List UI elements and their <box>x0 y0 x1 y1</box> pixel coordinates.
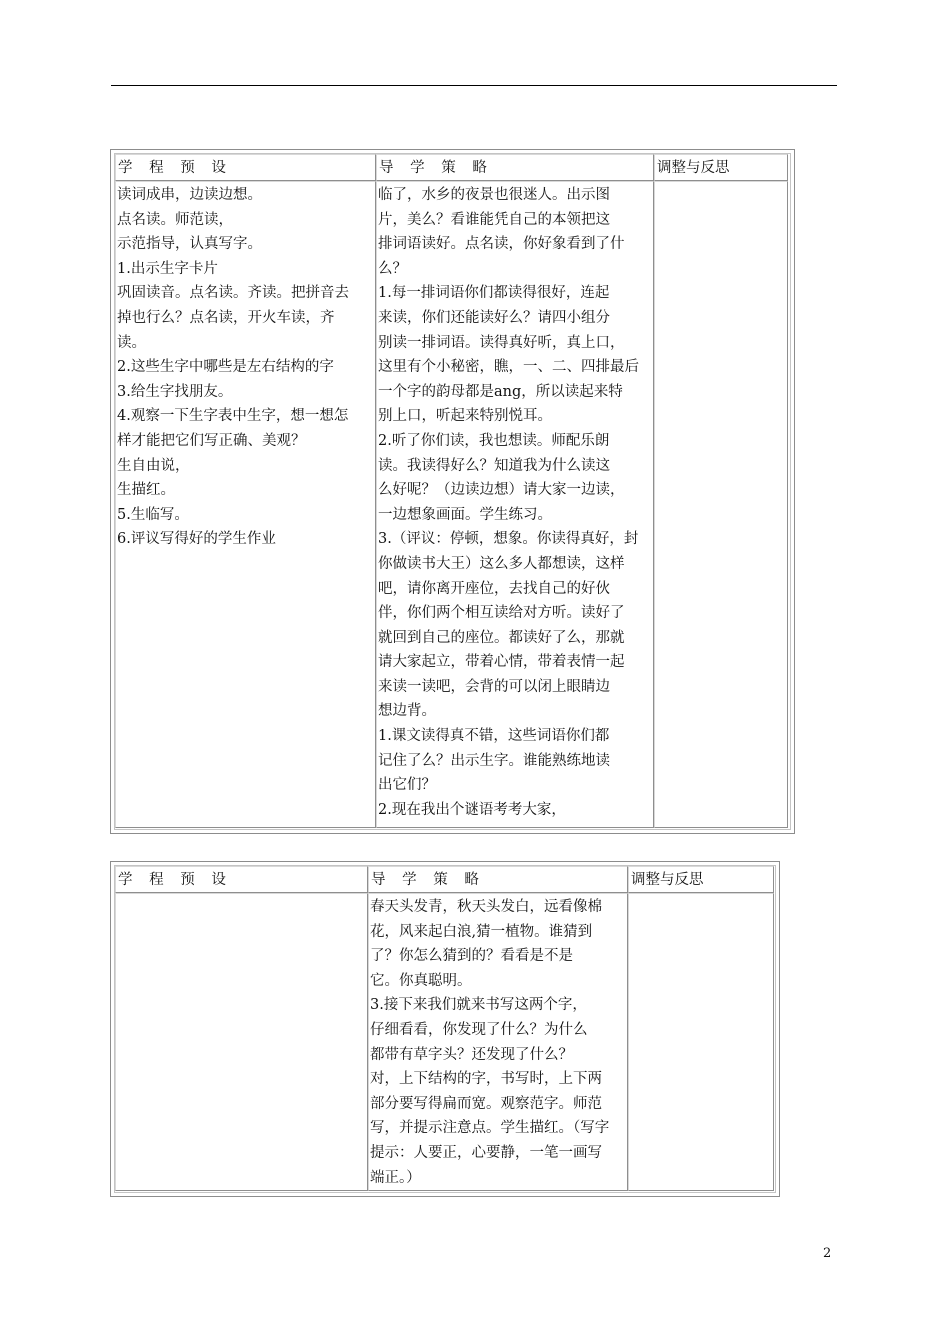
reflection-cell <box>628 893 774 1191</box>
text-line: 1.出示生字卡片 <box>117 260 218 277</box>
text-line: 春天头发青，秋天头发白，远看像棉 <box>370 899 602 915</box>
text-line: 别读一排词语。读得真好听，真上口， <box>378 334 625 351</box>
text-line: 对，上下结构的字，书写时，上下两 <box>370 1071 602 1088</box>
text-line: 示范指导，认真写字。 <box>117 236 262 253</box>
text-line: 6.评议写得好的学生作业 <box>117 531 276 548</box>
text-line: 请大家起立，带着心情，带着表情一起 <box>378 654 625 671</box>
text-line: 5.生临写。 <box>117 506 189 523</box>
header-rule <box>111 85 837 86</box>
text-line: 1.课文读得真不错，这些词语你们都 <box>378 728 610 745</box>
text-line: 巩固读音。点名读。齐读。把拼音去 <box>117 285 349 302</box>
text-line: 仔细看看，你发现了什么？为什么 <box>370 1021 588 1038</box>
header-cell-reflection <box>654 154 788 181</box>
text-line: 记住了么？出示生字。谁能熟练地读 <box>378 752 610 769</box>
text-line: 点名读。师范读， <box>117 211 233 228</box>
text-line: 它。你真聪明。 <box>370 972 472 989</box>
process-cell <box>115 893 368 1191</box>
text-line: 4.观察一下生字表中生字，想一想怎 <box>117 408 349 425</box>
text-line: 临了，水乡的夜景也很迷人。出示图 <box>378 187 610 203</box>
text-line: 部分要写得扁而宽。观察范字。师范 <box>370 1095 602 1112</box>
header-cell-process <box>115 154 376 181</box>
text-line: 样才能把它们写正确、美观？ <box>117 432 306 449</box>
text-line: 这里有个小秘密，瞧，一、二、四排最后 <box>378 359 639 376</box>
text-line: 你做读书大王）这么多人都想读，这样 <box>378 555 625 572</box>
lesson-table-1 <box>110 149 795 834</box>
header-label: 导 学 策 略 <box>371 872 485 888</box>
strategy-text <box>370 895 627 1190</box>
header-label: 学 程 预 设 <box>118 160 232 176</box>
header-label: 调整与反思 <box>631 872 704 888</box>
text-line: 2.这些生字中哪些是左右结构的字 <box>117 359 334 376</box>
reflection-cell <box>654 181 788 828</box>
strategy-cell <box>368 893 628 1191</box>
text-line: 读。我读得好么？知道我为什么读这 <box>378 457 610 474</box>
text-line: 端正。） <box>370 1169 421 1186</box>
text-line: 都带有草字头？还发现了什么？ <box>370 1046 573 1063</box>
text-line: 读。 <box>117 334 146 351</box>
text-line: 出它们？ <box>378 777 436 794</box>
text-line: 别上口，听起来特别悦耳。 <box>378 408 552 425</box>
process-text <box>117 183 375 552</box>
text-line: 2.听了你们读，我也想读。师配乐朗 <box>378 432 610 449</box>
page-number: 2 <box>823 1246 832 1261</box>
text-line: 吧，请你离开座位，去找自己的好伙 <box>378 580 610 597</box>
text-line: 来读一读吧，会背的可以闭上眼睛边 <box>378 678 610 695</box>
text-line: 1.每一排词语你们都读得很好，连起 <box>378 285 610 302</box>
text-line: 排词语读好。点名读，你好象看到了什 <box>378 236 625 253</box>
header-cell-strategy <box>376 154 654 181</box>
text-line: 么？ <box>378 260 407 277</box>
text-line: 想边背。 <box>378 703 436 720</box>
text-line: 一边想象画面。学生练习。 <box>378 506 552 523</box>
strategy-text <box>378 183 653 822</box>
header-cell-process <box>115 866 368 893</box>
text-line: 片，美么？看谁能凭自己的本领把这 <box>378 211 610 228</box>
lesson-table-2 <box>110 861 780 1197</box>
header-cell-strategy <box>368 866 628 893</box>
text-line: 生自由说， <box>117 457 190 474</box>
header-label: 导 学 策 略 <box>379 160 493 176</box>
header-cell-reflection <box>628 866 774 893</box>
text-line: 生描红。 <box>117 482 175 499</box>
text-line: 3.（评议：停顿，想象。你读得真好，封 <box>378 531 639 548</box>
text-line: 2.现在我出个谜语考考大家， <box>378 801 566 818</box>
text-line: 写，并提示注意点。学生描红。（写字 <box>370 1120 610 1137</box>
header-label: 学 程 预 设 <box>118 872 232 888</box>
text-line: 3.给生字找朋友。 <box>117 383 233 400</box>
text-line: 来读，你们还能读好么？请四小组分 <box>378 309 610 326</box>
text-line: 伴，你们两个相互读给对方听。读好了 <box>378 605 625 622</box>
text-line: 花，风来起白浪,猜一植物。谁猜到 <box>370 923 593 940</box>
text-line: 3.接下来我们就来书写这两个字， <box>370 997 587 1014</box>
text-line: 了？你怎么猜到的？看看是不是 <box>370 948 573 965</box>
text-line: 就回到自己的座位。都读好了么，那就 <box>378 629 625 646</box>
text-line: 一个字的韵母都是ang，所以读起来特 <box>378 383 623 400</box>
text-line: 掉也行么？点名读，开火车读，齐 <box>117 309 335 326</box>
process-cell <box>115 181 376 828</box>
text-line: 么好呢？（边读边想）请大家一边读， <box>378 482 625 499</box>
strategy-cell <box>376 181 654 828</box>
header-label: 调整与反思 <box>657 160 730 176</box>
text-line: 提示：人要正，心要静，一笔一画写 <box>370 1144 602 1161</box>
text-line: 读词成串，边读边想。 <box>117 187 262 203</box>
